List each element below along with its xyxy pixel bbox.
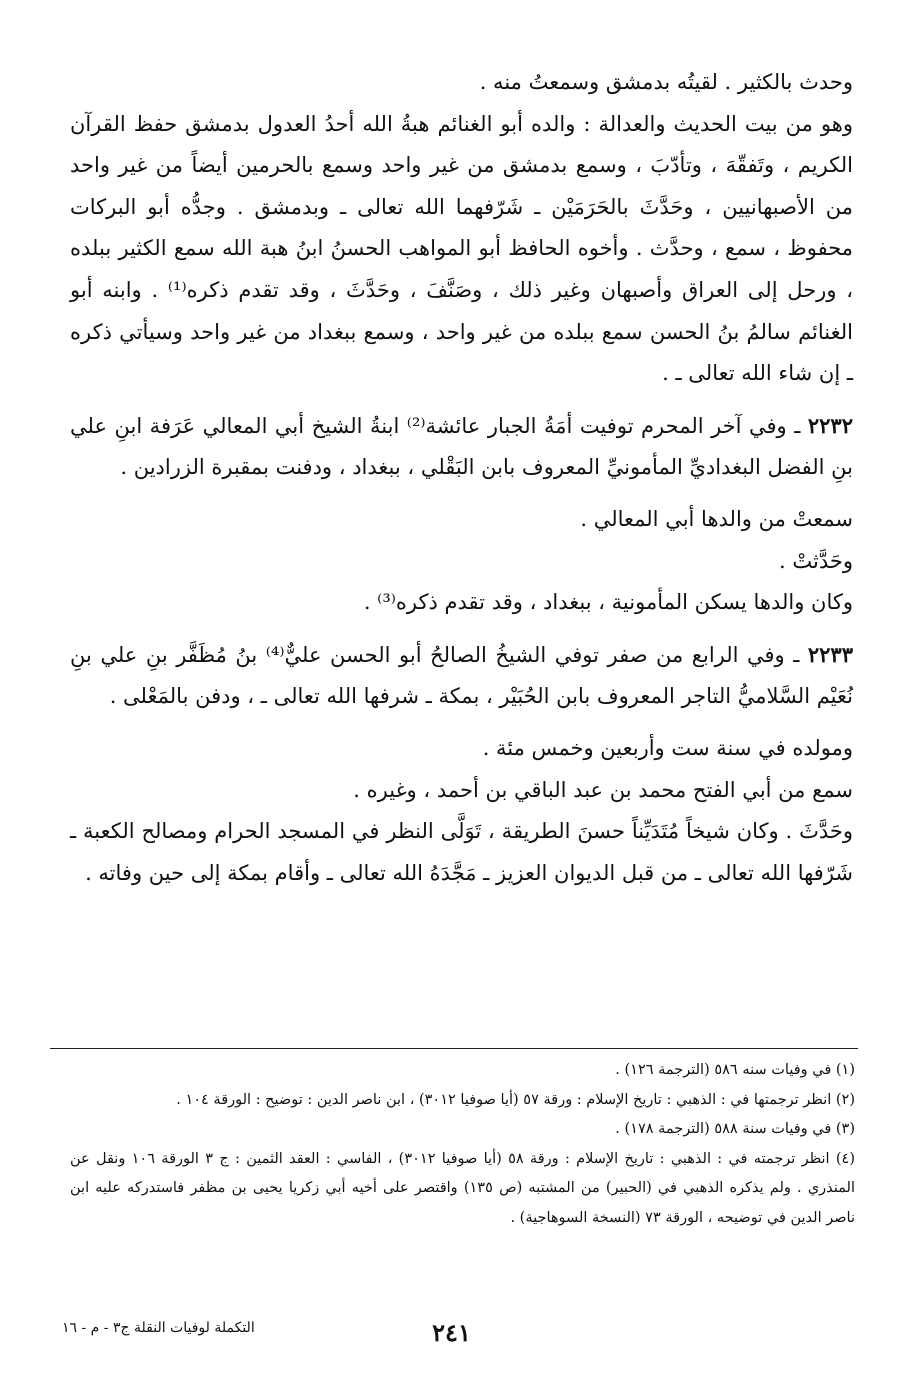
entry-line: وحَدَّثتْ . — [779, 548, 853, 573]
footnotes — [70, 1056, 855, 1233]
footnote: (١) في وفيات سنه ٥٨٦ (الترجمة ١٢٦) . — [615, 1062, 855, 1078]
book-reference: التكملة لوفيات النقلة ج٣ - م - ١٦ — [62, 1320, 255, 1336]
footnote: (٢) انظر ترجمتها في : الذهبي : تاريخ الإسلام : ورقة ٥٧ (أيا صوفيا ٣٠١٢) ، ابن ناصر الدين : توضيح : الورقة ١٠٤ . — [176, 1091, 855, 1108]
footnote-separator — [50, 1048, 858, 1049]
entry-line: وكان والدها يسكن المأمونية ، ببغداد ، وقد تقدم ذكره⁽³⁾ . — [363, 590, 853, 615]
entry-number: ٢٢٣٣ — [807, 641, 853, 667]
entry-number: ٢٢٣٢ — [807, 412, 853, 438]
entry-text: ـ وفي آخر المحرم توفيت أمَةُ الجبار عائشة⁽²⁾ ابنةُ الشيخ أبي المعالي عَرَفة ابنِ علي بنِ الفضل البغداديِّ المأمونيِّ المعروف بابن البَقْلي ، ببغداد ، ودفنت بمقبرة الزرادين . — [70, 413, 853, 480]
entry-text: ـ وفي الرابع من صفر توفي الشيخُ الصالحُ أبو الحسن عليٌّ⁽⁴⁾ بنُ مُظَفَّر بنِ علي بنِ نُعَيْم السَّلاميُّ التاجر المعروف بابن الحُبَيْر ، بمكة ـ شرفها الله تعالى ـ ، ودفن بالمَعْلى . — [70, 642, 853, 709]
entry-line: سمع من أبي الفتح محمد بن عبد الباقي بن أحمد ، وغيره . — [353, 777, 853, 802]
paragraph: وهو من بيت الحديث والعدالة : والده أبو الغنائم هبةُ الله أحدُ العدول بدمشق حفظ القرآن الكريم ، وتَفقّهَ ، وتأدّبَ ، وسمع بدمشق من غير واحد وسمع بالحرمين أيضاً من غير واحد من الأصبهانيين ، وحَدَّثَ بالحَرَمَيْن ـ شَرّفهما الله تعالى ـ وبدمشق . وجدُّه أبو البركات محفوظ ، سمع ، وحدَّث . وأخوه الحافظ أبو المواهب الحسنُ ابنُ هبة الله سمع الكثير ببلده ، ورحل إلى العراق وأصبهان وغير ذلك ، وصَنَّفَ ، وحَدَّثَ ، وقد تقدم ذكره⁽¹⁾ . وابنه أبو الغنائم سالمُ بنُ الحسن سمع ببلده من غير واحد ، وسمع ببغداد من غير واحد وسيأتي ذكره ـ إن شاء الله تعالى ـ . — [70, 111, 853, 386]
footnote: (٣) في وفيات سنة ٥٨٨ (الترجمة ١٧٨) . — [615, 1121, 855, 1137]
main-text — [70, 62, 853, 894]
entry-line: ومولده في سنة ست وأربعين وخمس مئة . — [482, 735, 853, 760]
entry-2233 — [70, 634, 853, 718]
page-number: ٢٤١ — [432, 1318, 471, 1347]
entry-line: سمعتْ من والدها أبي المعالي . — [580, 506, 853, 531]
footnote: (٤) انظر ترجمته في : الذهبي : تاريخ الإسلام : ورقة ٥٨ (أيا صوفيا ٣٠١٢) ، الفاسي : العقد الثمين : ج ٣ الورقة ١٠٦ ونقل عن المنذري . ولم يذكره الذهبي في (الحبير) من المشتبه (ص ١٣٥) واقتصر على أخيه أبي زكريا يحيى بن مظفر فاستدركه عليه ابن ناصر الدين في توضيحه ، الورقة ٧٣ (النسخة السوهاجية) . — [70, 1150, 855, 1226]
entry-closing: وحَدَّثَ . وكان شيخاً مُتَدَيِّناً حسنَ الطريقة ، تَوَلَّى النظر في المسجد الحرام ومصالح الكعبة ـ شَرّفها الله تعالى ـ من قبل الديوان العزيز ـ مَجَّدَهُ الله تعالى ـ وأقام بمكة إلى حين وفاته . — [70, 819, 853, 885]
paragraph: وحدث بالكثير . لقيتُه بدمشق وسمعتُ منه . — [479, 70, 853, 94]
entry-2232 — [70, 405, 853, 489]
